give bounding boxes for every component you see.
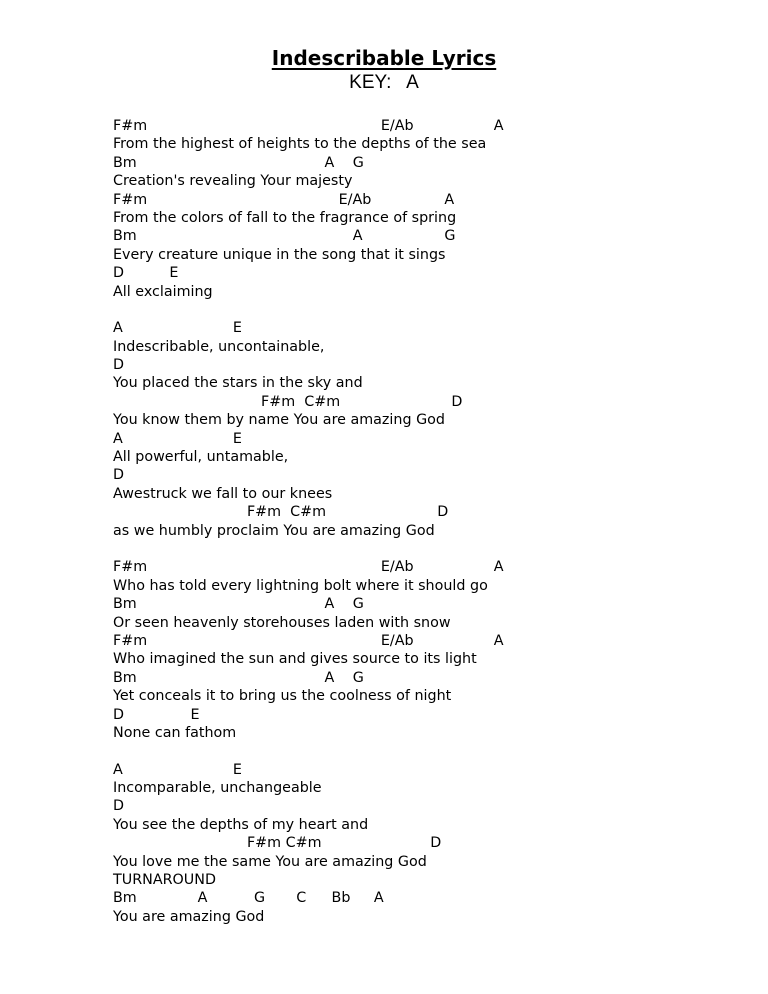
chord: A [113,761,123,778]
lyric-line: Who imagined the sun and gives source to its light [113,651,477,668]
chord: A [493,559,504,576]
lyric-line: You placed the stars in the sky and [113,375,363,392]
lyric-line: Incomparable, unchangeable [113,780,322,797]
chord: E/Ab [380,632,414,649]
chord: E [232,761,242,778]
chord-line [113,430,753,448]
chord: Bm [113,154,137,171]
lyric-line: Yet conceals it to bring us the coolness of night [113,688,452,705]
chord: A [324,596,335,613]
chord: F#m [113,632,148,649]
chord: D [430,835,442,852]
chord: E [169,265,179,282]
chord-line [113,761,753,779]
lyric-line: All powerful, untamable, [113,449,289,466]
lyric-line: Creation's revealing Your majesty [113,173,353,190]
chord-line [113,503,753,521]
song-title: Indescribable Lyrics [271,46,497,70]
lyric-line: You see the depths of my heart and [113,816,369,833]
lyric-line: Who has told every lightning bolt where it should go [113,577,488,594]
lyric-line: You know them by name You are amazing God [113,412,445,429]
chord: D [437,504,449,521]
chord-line [113,797,753,815]
chord: A [324,669,335,686]
chord-line [113,393,753,411]
chord: C [296,890,307,907]
chord: Bm [113,596,137,613]
chord: Bm [113,669,137,686]
chord-line [113,706,753,724]
lyric-line: Awestruck we fall to our knees [113,485,333,502]
chord: Bm [113,228,137,245]
chord-line [113,117,753,135]
chord: G [352,669,364,686]
chord: D [113,265,125,282]
lyric-line: You are amazing God [113,908,265,925]
chord: A [493,118,504,134]
chord: D [113,357,125,374]
chord-line [113,191,753,209]
chord: A [373,890,384,907]
song-section [113,319,753,540]
chord: E [232,320,242,337]
lyric-line: Or seen heavenly storehouses laden with snow [113,614,451,631]
section-spacer [113,742,753,760]
chord-line [113,466,753,484]
chord: E/Ab [380,559,414,576]
chord: D [113,798,125,815]
chord: A [352,228,363,245]
chord: D [113,467,125,484]
chord-line [113,558,753,576]
section-spacer [113,540,753,558]
lyric-line: None can fathom [113,724,237,741]
lyric-line: All exclaiming [113,283,213,300]
chord: E [232,430,242,447]
chord: F#m [113,191,148,208]
chord-line [113,264,753,282]
lyric-line: as we humbly proclaim You are amazing God [113,522,435,539]
song-section [113,117,753,301]
chord-line [113,154,753,172]
chord: G [352,154,364,171]
chord-line [113,669,753,687]
chord: Bm [113,890,137,907]
chord: A [197,890,208,907]
chord: G [444,228,456,245]
chord: F#m C#m [246,835,322,852]
chord-line [113,889,753,907]
chord-line [113,595,753,613]
chord: A [324,154,335,171]
chord: G [254,890,266,907]
lyric-line: You love me the same You are amazing God [113,853,427,870]
chord: E/Ab [338,191,372,208]
chord-line [113,356,753,374]
chord: A [113,430,123,447]
chord: D [451,393,463,410]
chord: A [493,632,504,649]
lyric-line: TURNAROUND [113,872,216,889]
chord: F#m C#m [246,504,327,521]
song-section [113,558,753,742]
chord: F#m [113,559,148,576]
chord-line [113,632,753,650]
chord: A [113,320,123,337]
lyrics-sheet [113,117,753,926]
chord-line [113,227,753,245]
chord: F#m C#m [261,393,341,410]
chord: E [190,706,200,723]
chord: D [113,706,125,723]
chord: G [352,596,364,613]
lyric-line: Indescribable, uncontainable, [113,338,325,355]
lyric-line: From the highest of heights to the depths of the sea [113,136,487,153]
chord: E/Ab [380,118,414,134]
chord: Bb [331,890,351,907]
lyric-line: From the colors of fall to the fragrance of spring [113,209,457,226]
chord: A [444,191,455,208]
chord-line [113,319,753,337]
song-key: KEY: A [349,72,419,93]
song-section [113,761,753,927]
section-spacer [113,301,753,319]
chord-line [113,834,753,852]
lyric-line: Every creature unique in the song that it sings [113,246,446,263]
chord: F#m [113,118,148,134]
